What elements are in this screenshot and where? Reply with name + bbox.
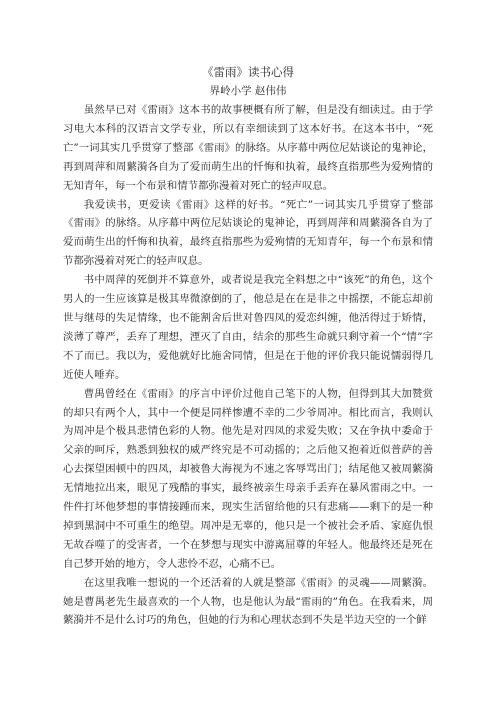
- paragraph: 书中周萍的死倒并不算意外，或者说是我完全料想之中“该死”的角色，这个男人的一生应该算是极其卑微潦倒的了，他总是在在是非之中摇摆，不能忘却前世与继母的失足情缘，也不能割舍后世对鲁四凤的爱恋纠缠，他活得过于矫情，淡薄了尊严，丢弃了理想，湮灭了自由，结余的那些生命就只剩守着一个“情”字不了而已。我以为，爱他就好比施舍同情，但是在于他的评价我只能说懦弱得几近使人唾弃。: [63, 274, 433, 381]
- document-body: [63, 101, 433, 630]
- paragraph: 虽然早已对《雷雨》这本书的故事梗概有所了解，但是没有细读过。由于学习电大本科的汉语言文学专业，所以有幸细读到了这本好书。在这本书中，“死亡”一词其实几乎贯穿了整部《雷雨》的脉络。从序幕中两位尼姑谈论的鬼神论，再到周萍和周蘩漪各自为了爱而萌生出的忏悔和执着，最终直指那些为爱殉情的无知青年，每一个布景和情节都弥漫着对死亡的轻声叹息。: [63, 104, 433, 192]
- paragraph: 在这里我唯一想说的一个还活着的人就是整部《雷雨》的灵魂——周蘩漪。她是曹禺老先生最喜欢的一个人物，也是他认为最“雷雨的”角色。在我看来，周蘩漪并不是什么讨巧的角色，但她的行为和心理状态到不失是半边天空的一个鲜: [63, 576, 433, 627]
- document-title: 《雷雨》读书心得: [202, 65, 294, 79]
- paragraph: 曹禺曾经在《雷雨》的序言中评价过他自己笔下的人物，但得到其大加赞赏的却只有两个人，其中一个便是同样惨遭不幸的二少爷周冲。相比而言，我则认为周冲是个极具悲情色彩的人物。他先是对四凤的求爱失败；又在争执中委命于父亲的呵斥，熟悉到独权的威严终究是不可动摇的；之后他又抱着近似普萨的善心去探望困顿中的四凤，却被鲁大海视为不速之客辱骂出门；结尾他又被周蘩漪无情地拉出来，眼见了残酷的事实，最终被亲生母亲手丢弃在暴风雷雨之中。一件件打坏他梦想的事情接踵而来，现实生活留给他的只有悲痛——剩下的是一种掉到黑洞中不可重生的绝望。周冲是无辜的，他只是一个被社会矛盾、家庭仇恨无故吞噬了的受害者，一个在梦想与现实中游离屈尊的年轻人。他最终还是死在自己梦开始的地方，令人悲怜不忍，心痛不已。: [63, 387, 433, 570]
- author-byline: 界岭小学 赵伟伟: [209, 85, 287, 97]
- paragraph: 我爱读书，更爱读《雷雨》这样的好书。“死亡”一词其实几乎贯穿了整部《雷雨》的脉络。从序幕中两位尼姑谈论的鬼神论，再到周萍和周蘩漪各自为了爱而萌生出的忏悔和执着，最终直指那些为爱殉情的无知青年，每一个布景和情节都弥漫着对死亡的轻声叹息。: [63, 198, 433, 268]
